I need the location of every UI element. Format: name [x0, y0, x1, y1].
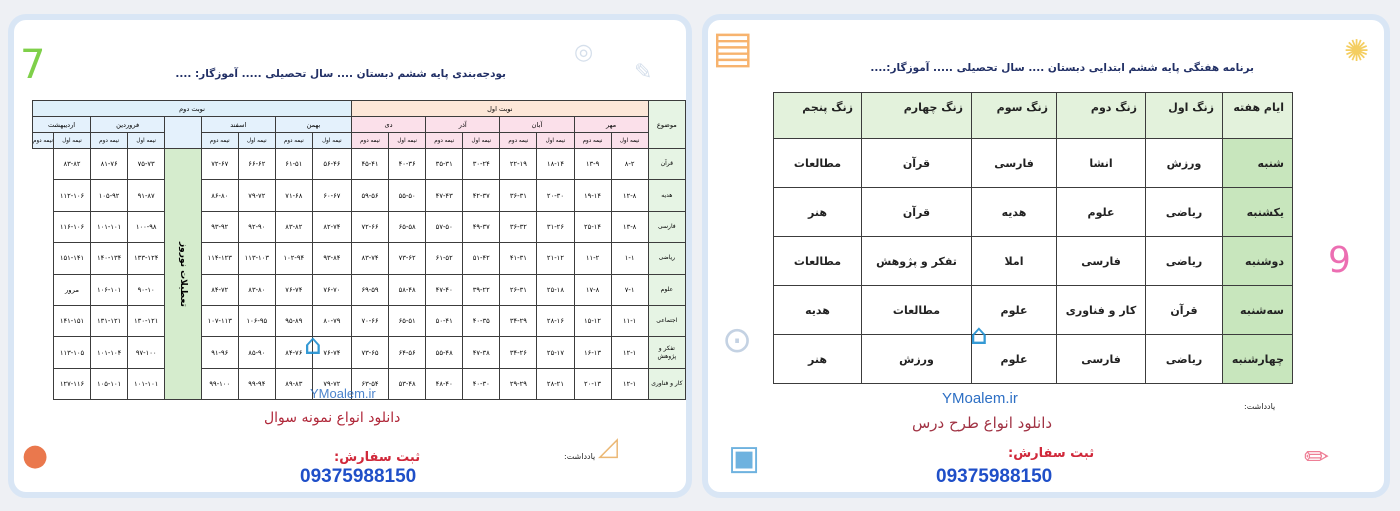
range-cell: ۴۷-۴۳ [426, 180, 463, 211]
range-cell: ۵۵-۴۸ [426, 337, 463, 368]
range-cell: ۶۶-۶۲ [238, 149, 275, 180]
triangle-ruler-icon: ◿ [598, 432, 618, 462]
range-cell: ۶۹-۵۹ [351, 274, 388, 305]
range-cell: ۱-۱ [611, 243, 648, 274]
range-cell: ۲۸-۱۶ [537, 305, 574, 336]
number-seven-character-icon: 7 [20, 42, 46, 88]
lightbulb-icon: ✺ [1344, 34, 1370, 69]
range-cell: ۸۳-۷۴ [351, 243, 388, 274]
day-cell: شنبه [1223, 139, 1293, 188]
range-cell: ۳۴-۲۹ [500, 305, 537, 336]
class-cell: مطالعات [774, 237, 862, 286]
column-header: ایام هفته [1223, 93, 1293, 139]
range-cell: ۶۳-۵۴ [351, 368, 388, 399]
range-cell: ۴۰-۳۶ [389, 149, 426, 180]
day-cell: یکشنبه [1223, 188, 1293, 237]
half-header: نیمه دوم [91, 133, 128, 149]
range-cell: ۷۱-۶۸ [275, 180, 312, 211]
half-header-row [33, 133, 686, 149]
range-cell: ۸۱-۷۶ [91, 149, 128, 180]
logo-icon: ⌂ [304, 328, 322, 361]
range-cell: ۲۵-۱۸ [537, 274, 574, 305]
range-cell: ۱۰۵-۱۰۱ [91, 368, 128, 399]
class-cell: مطالعات [862, 286, 972, 335]
backpack-icon: ▣ [728, 438, 761, 478]
range-cell: ۳۱-۲۶ [537, 211, 574, 242]
note-label: یادداشت: [1244, 402, 1276, 411]
range-cell: ۲۸-۲۱ [537, 368, 574, 399]
class-cell: کار و فناوری [1057, 286, 1146, 335]
note-label: یادداشت: [564, 452, 596, 461]
range-cell: ۷۲-۶۶ [351, 211, 388, 242]
class-cell: فارسی [1057, 237, 1146, 286]
subject-cell: تفکر و پژوهش [648, 337, 685, 368]
range-cell: ۲۵-۱۷ [537, 337, 574, 368]
month-header: مهر [574, 117, 648, 133]
half-header: نیمه دوم [500, 133, 537, 149]
site-name: YMoalem.ir [942, 390, 1018, 407]
range-cell: ۲۲-۱۹ [500, 149, 537, 180]
range-cell: ۹۱-۹۶ [201, 337, 238, 368]
class-cell: هدیه [774, 286, 862, 335]
day-cell: چهارشنبه [1223, 335, 1293, 384]
subject-cell: علوم [648, 274, 685, 305]
range-cell: ۱۱۳-۱۰۳ [238, 243, 275, 274]
shift2-header: نوبت دوم [33, 101, 352, 117]
range-cell: ۸۰-۷۹ [312, 305, 351, 336]
half-header: نیمه اول [238, 133, 275, 149]
ruler-doodle-icon: ✎ [634, 60, 653, 85]
subject-cell: هدیه [648, 180, 685, 211]
range-cell: ۷۶-۷۴ [312, 337, 351, 368]
column-header: زنگ اول [1146, 93, 1223, 139]
column-header: زنگ چهارم [862, 93, 972, 139]
class-cell: مطالعات [774, 139, 862, 188]
books-icon: ▤ [712, 22, 754, 73]
class-cell: علوم [972, 335, 1057, 384]
range-cell: ۱۳-۸ [611, 211, 648, 242]
range-cell: ۱۵-۱۲ [574, 305, 611, 336]
range-cell: ۹۲-۹۰ [238, 211, 275, 242]
class-cell: فارسی [1057, 335, 1146, 384]
range-cell: ۱۰۱-۱۰۴ [91, 337, 128, 368]
schedule-row [774, 237, 1293, 286]
range-cell: ۱۱۶-۱۰۶ [53, 211, 90, 242]
half-header: نیمه اول [128, 133, 165, 149]
range-cell: ۱۳۰-۱۲۱ [128, 305, 165, 336]
range-cell: ۷۶-۷۰ [312, 274, 351, 305]
range-cell: ۱۱۳-۱۰۵ [53, 337, 90, 368]
range-cell: ۱۲-۸ [611, 180, 648, 211]
page-title: برنامه هفتگی پایه ششم ابتدایی دبستان .... سال تحصیلی ..... آموزگار:.... [870, 62, 1254, 74]
schedule-row [774, 139, 1293, 188]
class-cell: قرآن [1146, 286, 1223, 335]
class-cell: ریاضی [1146, 188, 1223, 237]
range-cell: ۱۰۶-۹۵ [238, 305, 275, 336]
class-cell: علوم [1057, 188, 1146, 237]
range-cell: ۱۳۳-۱۲۴ [128, 243, 165, 274]
range-cell: ۷۳-۶۵ [351, 337, 388, 368]
range-cell: ۱۱-۲ [574, 243, 611, 274]
half-header: نیمه اول [463, 133, 500, 149]
range-cell: ۳۶-۳۲ [500, 211, 537, 242]
range-cell: ۷۹-۷۲ [312, 368, 351, 399]
subject-header: موضوع [648, 101, 685, 149]
range-cell: ۷۲-۶۷ [201, 149, 238, 180]
watermark-text: دانلود انواع نمونه سوال [264, 410, 401, 426]
range-cell: ۶۱-۵۱ [275, 149, 312, 180]
budget-row [33, 243, 686, 274]
range-cell: ۱۱-۱ [611, 305, 648, 336]
range-cell: ۶۵-۵۸ [389, 211, 426, 242]
class-cell: قرآن [862, 188, 972, 237]
half-header: نیمه اول [312, 133, 351, 149]
range-cell: ۸-۲ [611, 149, 648, 180]
range-cell: ۷۳-۶۲ [389, 243, 426, 274]
half-header: نیمه اول [537, 133, 574, 149]
nowruz-header-blank [165, 117, 201, 149]
half-header: نیمه دوم [426, 133, 463, 149]
half-header: نیمه دوم [201, 133, 238, 149]
range-cell: ۲۰-۱۳ [574, 368, 611, 399]
class-cell: تفکر و پژوهش [862, 237, 972, 286]
range-cell: ۸۳-۸۲ [275, 211, 312, 242]
range-cell: مرور [53, 274, 90, 305]
range-cell: ۷۰-۶۶ [351, 305, 388, 336]
column-header: زنگ سوم [972, 93, 1057, 139]
subject-cell: قرآن [648, 149, 685, 180]
page-title: بودجه‌بندی پایه ششم دبستان .... سال تحصیلی ..... آموزگار: .... [175, 68, 506, 80]
column-header: زنگ دوم [1057, 93, 1146, 139]
range-cell: ۱۰۱-۱۰۱ [128, 368, 165, 399]
range-cell: ۱۶-۱۳ [574, 337, 611, 368]
order-label: ثبت سفارش: [334, 450, 421, 465]
range-cell: ۷۶-۷۴ [275, 274, 312, 305]
class-cell: ریاضی [1146, 237, 1223, 286]
range-cell: ۱۲-۱ [611, 337, 648, 368]
subject-cell: اجتماعی [648, 305, 685, 336]
class-cell: انشا [1057, 139, 1146, 188]
range-cell: ۵۳-۴۸ [389, 368, 426, 399]
half-header: نیمه اول [53, 133, 90, 149]
budget-row [33, 149, 686, 180]
shift1-header: نوبت اول [351, 101, 648, 117]
range-cell: ۷-۱ [611, 274, 648, 305]
month-header: آذر [426, 117, 500, 133]
magnifier-icon: ⊙ [722, 320, 753, 361]
range-cell: ۱۴۰-۱۳۴ [91, 243, 128, 274]
range-cell: ۱۴۱-۱۵۱ [53, 305, 90, 336]
range-cell: ۱۰۷-۱۱۳ [201, 305, 238, 336]
weekly-schedule-page [702, 14, 1390, 498]
download-text: دانلود انواع طرح درس [912, 414, 1053, 432]
half-header: نیمه اول [611, 133, 648, 149]
class-cell: علوم [972, 286, 1057, 335]
half-header: نیمه دوم [33, 133, 54, 149]
range-cell: ۱۳-۹ [574, 149, 611, 180]
range-cell: ۴۷-۳۸ [463, 337, 500, 368]
range-cell: ۶۱-۵۲ [426, 243, 463, 274]
class-cell: هنر [774, 188, 862, 237]
class-cell: املا [972, 237, 1057, 286]
range-cell: ۸۲-۷۴ [312, 211, 351, 242]
class-cell: ورزش [1146, 139, 1223, 188]
class-cell: قرآن [862, 139, 972, 188]
half-header: نیمه اول [389, 133, 426, 149]
range-cell: ۸۴-۷۲ [201, 274, 238, 305]
range-cell: ۱۰۵-۹۲ [91, 180, 128, 211]
budget-table [32, 100, 686, 400]
range-cell: ۱۷-۸ [574, 274, 611, 305]
half-header: نیمه دوم [275, 133, 312, 149]
month-header: دی [351, 117, 425, 133]
range-cell: ۸۳-۸۰ [238, 274, 275, 305]
range-cell: ۲۱-۱۲ [537, 243, 574, 274]
range-cell: ۱۲-۱ [611, 368, 648, 399]
range-cell: ۳۵-۳۱ [426, 149, 463, 180]
budget-page [8, 14, 692, 498]
schedule-row [774, 335, 1293, 384]
budget-row [33, 211, 686, 242]
range-cell: ۴۷-۴۰ [426, 274, 463, 305]
range-cell: ۵۶-۴۶ [312, 149, 351, 180]
range-cell: ۸۳-۸۲ [53, 149, 90, 180]
range-cell: ۴۲-۳۷ [463, 180, 500, 211]
month-header: فروردین [91, 117, 165, 133]
range-cell: ۱۹-۱۴ [574, 180, 611, 211]
logo-icon: ⌂ [970, 318, 988, 351]
range-cell: ۹۹-۹۴ [238, 368, 275, 399]
range-cell: ۹۰-۱۰ [128, 274, 165, 305]
range-cell: ۹۷-۱۰۰ [128, 337, 165, 368]
range-cell: ۴۵-۴۱ [351, 149, 388, 180]
range-cell: ۷۵-۷۳ [128, 149, 165, 180]
range-cell: ۹۵-۸۹ [275, 305, 312, 336]
range-cell: ۹۳-۸۴ [312, 243, 351, 274]
range-cell: ۹۹-۱۰۰ [201, 368, 238, 399]
schedule-row [774, 286, 1293, 335]
day-cell: سه‌شنبه [1223, 286, 1293, 335]
phone-number: 09375988150 [300, 466, 417, 487]
class-cell: هنر [774, 335, 862, 384]
range-cell: ۱۰۰-۹۸ [128, 211, 165, 242]
range-cell: ۳۰-۲۴ [463, 149, 500, 180]
class-cell: ریاضی [1146, 335, 1223, 384]
subject-cell: کار و فناوری [648, 368, 685, 399]
range-cell: ۶۵-۵۱ [389, 305, 426, 336]
range-cell: ۱۵۱-۱۴۱ [53, 243, 90, 274]
order-label: ثبت سفارش: [1008, 446, 1095, 461]
month-header: اسفند [201, 117, 275, 133]
range-cell: ۲۰-۳۰ [537, 180, 574, 211]
column-header: زنگ پنجم [774, 93, 862, 139]
class-cell: ورزش [862, 335, 972, 384]
subject-cell: ریاضی [648, 243, 685, 274]
globe-doodle-icon: ◎ [574, 40, 594, 65]
budget-row [33, 305, 686, 336]
range-cell: ۶۰-۶۷ [312, 180, 351, 211]
range-cell: ۸۵-۹۰ [238, 337, 275, 368]
range-cell: ۳۶-۳۱ [500, 180, 537, 211]
month-header: اردیبهشت [33, 117, 91, 133]
month-header-row [33, 117, 686, 133]
range-cell: ۴۰-۳۵ [463, 305, 500, 336]
half-header: نیمه دوم [574, 133, 611, 149]
watermark-site: YMoalem.ir [310, 386, 376, 401]
range-cell: ۷۹-۷۲ [238, 180, 275, 211]
range-cell: ۱۱۲-۱۰۶ [53, 180, 90, 211]
range-cell: ۲۹-۲۹ [500, 368, 537, 399]
range-cell: ۴۸-۴۰ [426, 368, 463, 399]
range-cell: ۱۲۷-۱۱۶ [53, 368, 90, 399]
subject-cell: فارسی [648, 211, 685, 242]
half-header: نیمه دوم [351, 133, 388, 149]
range-cell: ۱۰۲-۹۴ [275, 243, 312, 274]
range-cell: ۸۶-۸۰ [201, 180, 238, 211]
range-cell: ۱۱۴-۱۲۳ [201, 243, 238, 274]
range-cell: ۵۹-۵۶ [351, 180, 388, 211]
range-cell: ۹۳-۹۲ [201, 211, 238, 242]
range-cell: ۴۰-۳۰ [463, 368, 500, 399]
range-cell: ۵۷-۵۰ [426, 211, 463, 242]
class-cell: هدیه [972, 188, 1057, 237]
range-cell: ۵۸-۴۸ [389, 274, 426, 305]
range-cell: ۱۳۱-۱۲۱ [91, 305, 128, 336]
range-cell: ۵۱-۴۲ [463, 243, 500, 274]
range-cell: ۲۵-۱۴ [574, 211, 611, 242]
range-cell: ۳۴-۲۶ [500, 337, 537, 368]
class-cell: فارسی [972, 139, 1057, 188]
budget-row [33, 337, 686, 368]
range-cell: ۳۹-۲۲ [463, 274, 500, 305]
range-cell: ۸۴-۷۶ [275, 337, 312, 368]
month-header: بهمن [275, 117, 351, 133]
phone-number: 09375988150 [936, 466, 1053, 487]
budget-row [33, 274, 686, 305]
range-cell: ۹۱-۸۷ [128, 180, 165, 211]
day-cell: دوشنبه [1223, 237, 1293, 286]
schedule-row [774, 188, 1293, 237]
range-cell: ۵۵-۵۰ [389, 180, 426, 211]
range-cell: ۶۴-۵۶ [389, 337, 426, 368]
number-nine-character-icon: 9 [1328, 240, 1351, 281]
schedule-header-row [774, 93, 1293, 139]
range-cell: ۱۰۶-۱۰۱ [91, 274, 128, 305]
range-cell: ۱۰۱-۱۰۱ [91, 211, 128, 242]
range-cell: ۸۹-۸۳ [275, 368, 312, 399]
nowruz-cell: تعطیلات نوروز [165, 149, 201, 400]
range-cell: ۱۸-۱۴ [537, 149, 574, 180]
range-cell: ۴۹-۳۷ [463, 211, 500, 242]
budget-row [33, 180, 686, 211]
shift-header-row [33, 101, 686, 117]
pencil-cup-icon: ✏ [1304, 440, 1330, 475]
month-header: آبان [500, 117, 574, 133]
range-cell: ۴۱-۳۱ [500, 243, 537, 274]
range-cell: ۲۶-۳۱ [500, 274, 537, 305]
schedule-table [773, 92, 1293, 384]
range-cell: ۵۰-۴۱ [426, 305, 463, 336]
apple-icon: ● [22, 438, 49, 473]
